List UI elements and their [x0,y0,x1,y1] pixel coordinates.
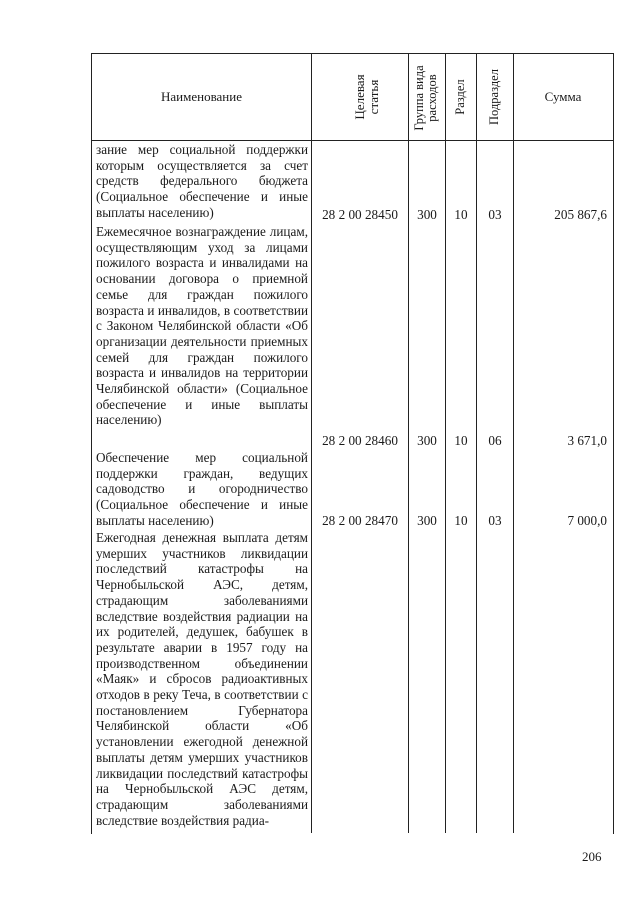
row-text: зание мер социальной поддержки которым осуществляется за счет средств федерального бюджета (Социальное обеспечение и иные выплаты населению) [96,142,308,220]
row-sum: 205 867,6 [554,207,607,222]
row-text: Обеспечение мер социальной поддержки граждан, ведущих садоводство и огородничество (Социальное обеспечение и иные выплаты населению) [96,450,308,528]
header-article [352,53,381,141]
row-code: 28 2 00 28470 [322,513,398,528]
header-group [413,55,439,141]
page-number: 206 [582,849,602,864]
row-section: 10 [454,207,468,222]
header-subsection-label: Подраздел [487,69,501,125]
row-section: 10 [454,513,468,528]
header-subsection [488,54,502,140]
row-subsection: 03 [488,513,502,528]
table-row-description [96,142,308,221]
header-sum-label: Сумма [544,88,582,104]
header-article-label: Целевая статья [352,74,381,120]
row-text: Ежегодная денежная выплата детям умерших участников ликвидации последствий катастрофы на Чернобыльской АЭС, детям, страдающим заболеваниями вследствие воздействия радиации на их родителей, дедушек, бабушек в результате аварии в 1957 году на производственном объединении «Маяк» и сбросов радиоактивных отходов в реку Теча, в соответствии с постановлением Губернатора Челябинской области «Об установлении ежегодной денежной выплаты детям умерших участников ликвидации последствий катастрофы на Чернобыльской АЭС детям, страдающим заболеваниями вследствие воздействия радиа- [96,530,308,828]
row-text: Ежемесячное вознаграждение лицам, осуществляющим уход за лицами пожилого возраста и инвалидами на основании договора о приемной семье для граждан пожилого возраста и инвалидов, в соответствии с Законом Челябинской области «Об организации деятельности приемных семей для граждан пожилого возраста и инвалидов на территории Челябинской области» (Социальное обеспечение и иные выплаты населению) [96,224,308,428]
row-group: 300 [417,513,437,528]
row-subsection: 06 [488,433,502,448]
row-sum: 7 000,0 [567,513,607,528]
table-row-description [96,450,308,529]
table-row-description [96,530,308,828]
header-section [454,67,468,127]
header-name-label: Наименование [161,88,242,104]
row-section: 10 [454,433,468,448]
row-code: 28 2 00 28450 [322,207,398,222]
header-sum [514,53,612,140]
row-group: 300 [417,207,437,222]
row-subsection: 03 [488,207,502,222]
row-group: 300 [417,433,437,448]
table-row-description [96,224,308,428]
row-code: 28 2 00 28460 [322,433,398,448]
header-divider [91,140,613,141]
header-name [92,53,311,140]
row-sum: 3 671,0 [567,433,607,448]
header-section-label: Раздел [453,79,467,115]
header-group-label: Группа вида расходов [412,65,439,131]
